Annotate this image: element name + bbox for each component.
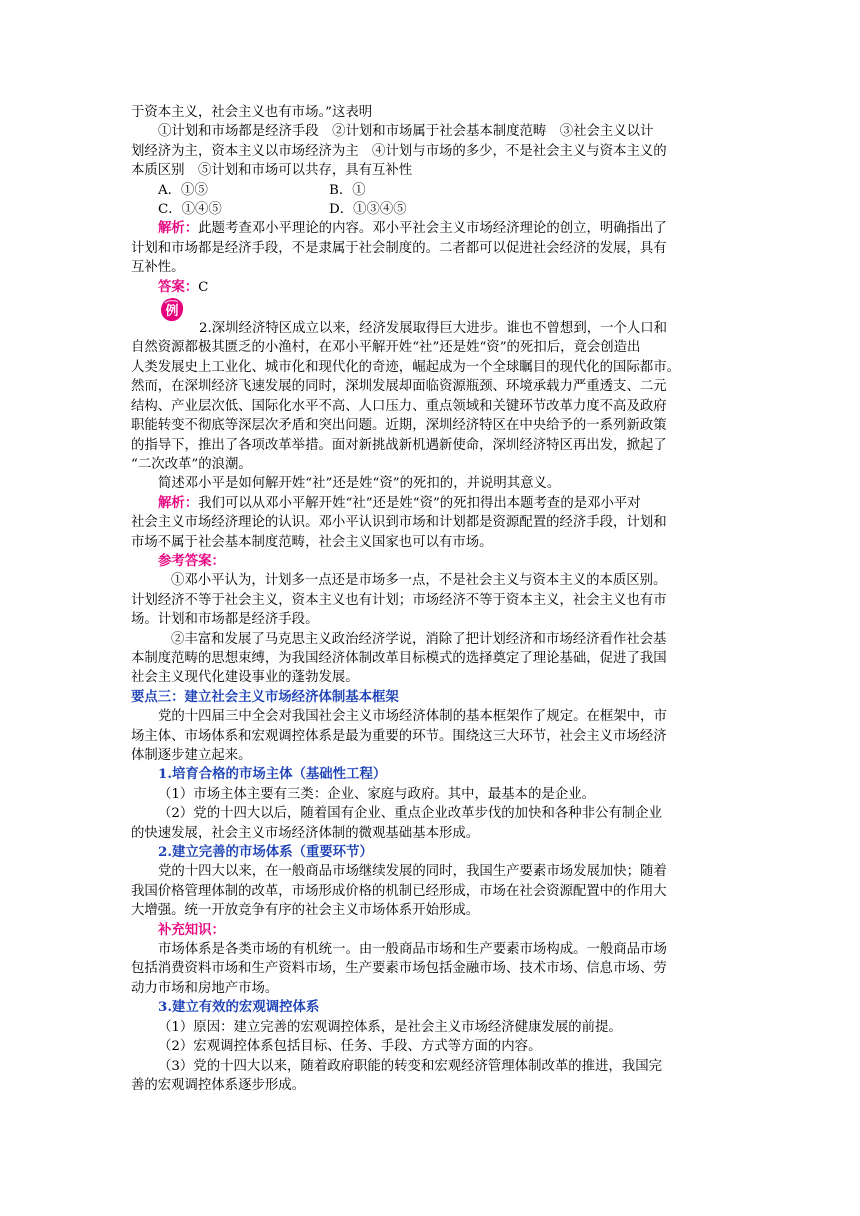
subsection-line: （2）党的十四大以后，随着国有企业、重点企业改革步伐的加快和各种非公有制企业 bbox=[158, 806, 662, 822]
subsection-line: （1）原因：建立完善的宏观调控体系，是社会主义市场经济健康发展的前提。 bbox=[158, 1019, 622, 1035]
q2-reference-line: 场。计划和市场都是经济手段。 bbox=[131, 612, 319, 628]
q2-stem-line: 自然资源都极其匮乏的小渔村，在邓小平解开姓“社”还是姓“资”的死扣后，竟会创造出 bbox=[131, 340, 641, 356]
section-intro-line: 场主体、市场体系和宏观调控体系是最为重要的环节。围绕这三大环节，社会主义市场经济 bbox=[131, 728, 667, 744]
answer-label: 答案： bbox=[158, 278, 199, 295]
option-a: A．①⑤ bbox=[158, 182, 208, 198]
subsection-title: 3.建立有效的宏观调控体系 bbox=[158, 999, 320, 1016]
section-heading bbox=[131, 688, 731, 707]
option-d: D．①③④⑤ bbox=[329, 202, 407, 218]
q2-reference-line: ①邓小平认为，计划多一点还是市场多一点，不是社会主义与资本主义的本质区别。 bbox=[171, 573, 667, 589]
subsection-line: 大增强。统一开放竞争有序的社会主义市场体系开始形成。 bbox=[131, 903, 480, 919]
subsection-line: （2）宏观调控体系包括目标、任务、手段、方式等方面的内容。 bbox=[158, 1039, 542, 1055]
option-c: C．①④⑤ bbox=[158, 202, 222, 218]
q2-stem-line: 然而，在深圳经济飞速发展的同时，深圳发展却面临资源瓶颈、环境承载力严重透支、二元 bbox=[131, 379, 667, 395]
q1-analysis bbox=[131, 219, 731, 238]
supplement-label-line bbox=[131, 921, 731, 940]
q2-reference-label bbox=[131, 552, 731, 571]
q2-reference-line: 计划经济不等于社会主义，资本主义也有计划；市场经济不等于资本主义，社会主义也有市 bbox=[131, 592, 667, 608]
subsection-line: （3）党的十四大以来，随着政府职能的转变和宏观经济管理体制改革的推进，我国完 bbox=[158, 1058, 662, 1074]
section-intro-line: 体制逐步建立起来。 bbox=[131, 748, 252, 763]
q2-stem-line: 的指导下，推出了各项改革举措。面对新挑战新机遇新使命，深圳经济特区再出发，掀起了 bbox=[131, 437, 667, 453]
q2-question: 简述邓小平是如何解开姓“社”还是姓“资”的死扣的，并说明其意义。 bbox=[158, 476, 561, 492]
subsection-title: 2.建立完善的市场体系（重要环节） bbox=[158, 844, 373, 861]
q2-stem-line: 人类发展史上工业化、城市化和现代化的奇迹，崛起成为一个全球瞩目的现代化的国际都市。 bbox=[131, 359, 681, 375]
q2-stem-line: 2.深圳经济特区成立以来，经济发展取得巨大进步。谁也不曾想到，一个人口和 bbox=[199, 321, 668, 337]
q2-reference-line: 本制度范畴的思想束缚，为我国经济体制改革目标模式的选择奠定了理论基础，促进了我国 bbox=[131, 650, 667, 666]
subsection-line: 党的十四大以来，在一般商品市场继续发展的同时，我国生产要素市场发展加快；随着 bbox=[158, 864, 667, 880]
q2-analysis-line: 市场不属于社会基本制度范畴，社会主义国家也可以有市场。 bbox=[131, 534, 493, 550]
subsection-line: 的快速发展，社会主义市场经济体制的微观基础基本形成。 bbox=[131, 825, 480, 841]
q1-items-line: ①计划和市场都是经济手段 ②计划和市场属于社会基本制度范畴 ③社会主义以计 bbox=[158, 124, 654, 140]
section-intro-line: 党的十四届三中全会对我国社会主义市场经济体制的基本框架作了规定。在框架中，市 bbox=[158, 709, 667, 725]
analysis-text: 我们可以从邓小平解开姓“社”还是姓“资”的死扣得出本题考查的是邓小平对 bbox=[198, 495, 641, 511]
q1-items-line: 划经济为主，资本主义以市场经济为主 ④计划与市场的多少，不是社会主义与资本主义的 bbox=[131, 143, 667, 159]
supplement-line: 市场体系是各类市场的有机统一。由一般商品市场和生产要素市场构成。一般商品市场 bbox=[158, 942, 667, 958]
q2-analysis-line: 社会主义市场经济理论的认识。邓小平认识到市场和计划都是资源配置的经济手段，计划和 bbox=[131, 515, 667, 531]
supplement-label: 补充知识： bbox=[158, 921, 225, 938]
q2-stem-line: 职能转变不彻底等深层次矛盾和突出问题。近期，深圳经济特区在中央给予的一系列新政策 bbox=[131, 418, 667, 434]
subsection-line: （1）市场主体主要有三类：企业、家庭与政府。其中，最基本的是企业。 bbox=[158, 786, 596, 802]
q1-continuation: 于资本主义，社会主义也有市场。”这表明 bbox=[131, 105, 373, 120]
subsection-title: 1.培育合格的市场主体（基础性工程） bbox=[158, 766, 387, 783]
subsection-line: 善的宏观调控体系逐步形成。 bbox=[131, 1077, 306, 1093]
analysis-label: 解析： bbox=[158, 220, 199, 237]
answer-value: C bbox=[198, 279, 209, 295]
option-b: B．① bbox=[329, 182, 366, 198]
q1-items-line: 本质区别 ⑤计划和市场可以共存，具有互补性 bbox=[131, 163, 413, 179]
q1-analysis-line: 计划和市场都是经济手段，不是隶属于社会制度的。二者都可以促进社会经济的发展，具有 bbox=[131, 240, 667, 256]
q1-analysis-line: 互补性。 bbox=[131, 260, 185, 276]
analysis-label: 解析： bbox=[158, 494, 199, 511]
supplement-line: 包括消费资料市场和生产资料市场，生产要素市场包括金融市场、技术市场、信息市场、劳 bbox=[131, 961, 667, 977]
example-badge-text: 例 bbox=[165, 304, 179, 320]
q2-reference-line: ②丰富和发展了马克思主义政治经济学说，消除了把计划经济和市场经济看作社会基 bbox=[171, 631, 667, 647]
analysis-text: 此题考查邓小平理论的内容。邓小平社会主义市场经济理论的创立，明确指出了 bbox=[198, 221, 667, 237]
q2-reference-line: 社会主义现代化建设事业的蓬勃发展。 bbox=[131, 670, 359, 686]
q1-options-row bbox=[131, 200, 731, 219]
subsection-line: 我国价格管理体制的改革，市场形成价格的机制已经形成，市场在社会资源配置中的作用大 bbox=[131, 883, 667, 899]
q2-stem-line: “二次改革”的浪潮。 bbox=[131, 456, 252, 472]
section-title: 要点三：建立社会主义市场经济体制基本框架 bbox=[131, 688, 399, 705]
q2-stem-line: 结构、产业层次低、国际化水平不高、人口压力、重点领域和关键环节改革力度不高及政府 bbox=[131, 398, 667, 414]
supplement-line: 动力市场和房地产市场。 bbox=[131, 980, 279, 996]
reference-answer-label: 参考答案： bbox=[158, 552, 225, 569]
q2-analysis bbox=[131, 494, 731, 513]
example-badge-icon bbox=[159, 297, 185, 323]
q1-options-row bbox=[131, 181, 731, 200]
q1-answer bbox=[131, 278, 731, 297]
example-2 bbox=[131, 297, 731, 338]
document-page bbox=[131, 103, 731, 1095]
